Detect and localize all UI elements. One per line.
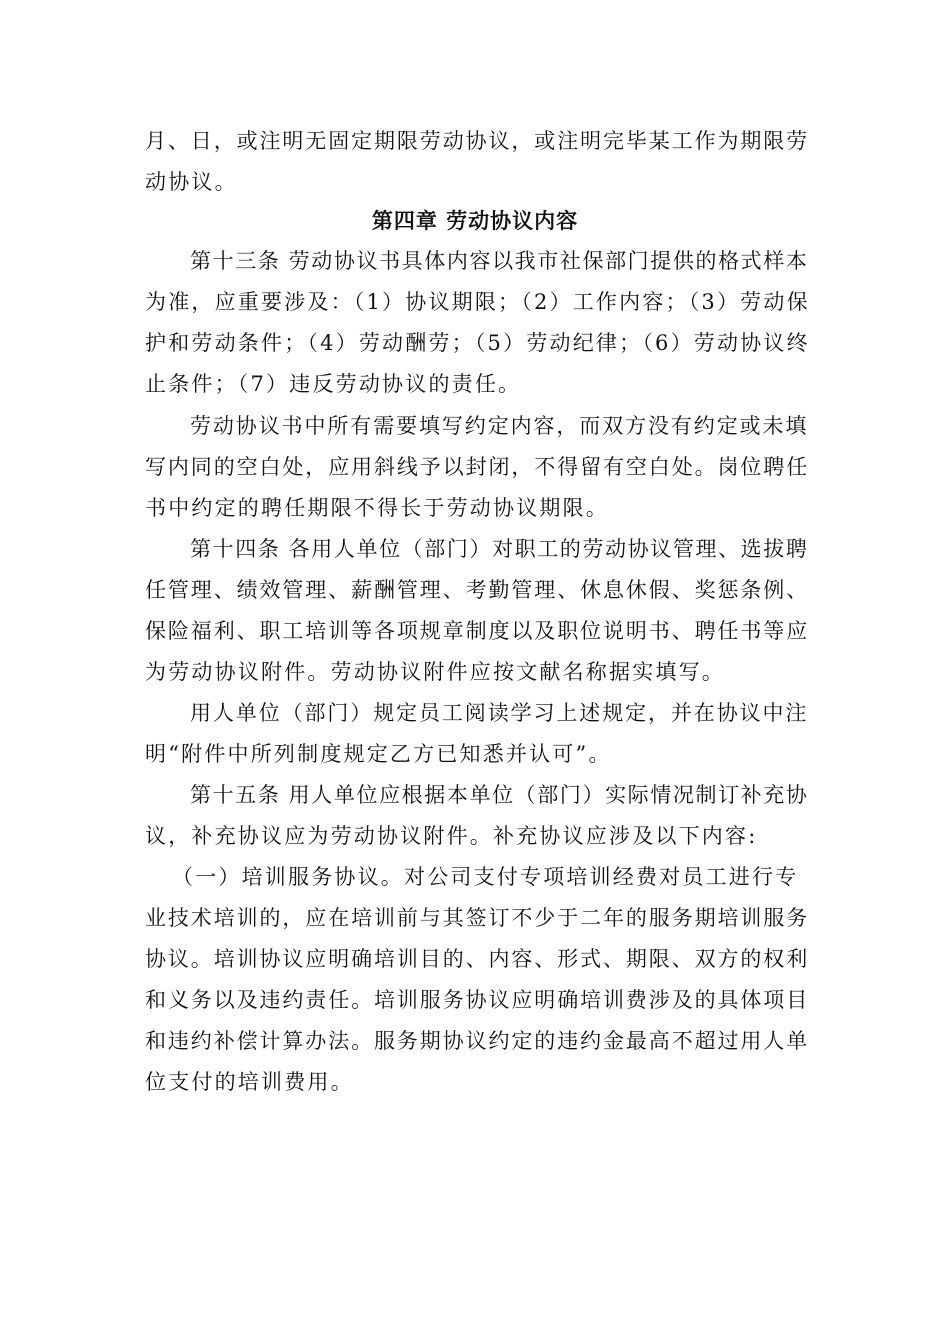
paragraph-line: 明“附件中所列制度规定乙方已知悉并认可”。 [145, 742, 612, 766]
paragraph-line: 月、日，或注明无固定期限劳动协议，或注明完毕某工作为期限劳 [145, 129, 810, 153]
paragraph-line: 用人单位（部门）规定员工阅读学习上述规定，并在协议中注 [190, 701, 809, 725]
paragraph-line: 和义务以及违约责任。培训服务协议应明确培训费涉及的具体项目 [145, 988, 810, 1012]
paragraph-line: 护和劳动条件；（4）劳动酬劳；（5）劳动纪律；（6）劳动协议终 [145, 331, 810, 355]
paragraph-line: 动协议。 [145, 170, 238, 194]
paragraph-line: 为劳动协议附件。劳动协议附件应按文献名称据实填写。 [145, 660, 725, 684]
paragraph-line: 任管理、绩效管理、薪酬管理、考勤管理、休息休假、奖惩条例、 [145, 578, 810, 602]
chapter-heading: 第四章 劳动协议内容 [371, 208, 579, 233]
paragraph-line: （一）培训服务协议。对公司支付专项培训经费对员工进行专 [172, 865, 799, 889]
paragraph-line: 位支付的培训费用。 [145, 1070, 354, 1094]
paragraph-line: 和违约补偿计算办法。服务期协议约定的违约金最高不超过用人单 [145, 1029, 810, 1053]
paragraph-line: 议，补充协议应为劳动协议附件。补充协议应涉及以下内容: [145, 824, 758, 848]
paragraph-line: 为准，应重要涉及：（1）协议期限；（2）工作内容；（3）劳动保 [145, 290, 810, 314]
paragraph-line: 书中约定的聘任期限不得长于劳动协议期限。 [145, 496, 609, 520]
paragraph-line: 写内同的空白处，应用斜线予以封闭，不得留有空白处。岗位聘任 [145, 455, 810, 479]
paragraph-line: 第十四条 各用人单位（部门）对职工的劳动协议管理、选拔聘 [190, 537, 809, 561]
paragraph-line: 第十五条 用人单位应根据本单位（部门）实际情况制订补充协 [190, 783, 809, 807]
paragraph-line: 业技术培训的，应在培训前与其签订不少于二年的服务期培训服务 [145, 906, 810, 930]
paragraph-line: 第十三条 劳动协议书具体内容以我市社保部门提供的格式样本 [190, 249, 809, 273]
paragraph-line: 劳动协议书中所有需要填写约定内容，而双方没有约定或未填 [190, 414, 809, 438]
paragraph-line: 保险福利、职工培训等各项规章制度以及职位说明书、聘任书等应 [145, 619, 810, 643]
paragraph-line: 协议。培训协议应明确培训目的、内容、形式、期限、双方的权利 [145, 947, 810, 971]
paragraph-line: 止条件；（7）违反劳动协议的责任。 [145, 372, 522, 396]
